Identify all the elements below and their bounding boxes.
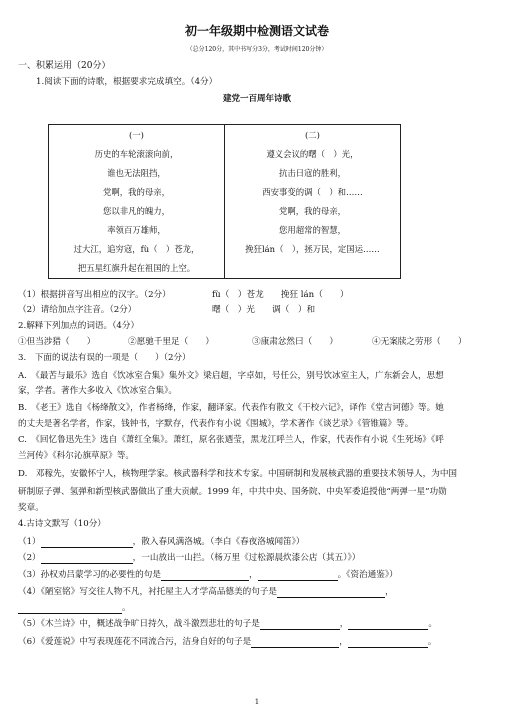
- answer-blank[interactable]: [41, 553, 133, 564]
- poem-left-cell: [49, 125, 225, 279]
- page-number: 1: [254, 698, 260, 706]
- recite-4: [18, 586, 394, 598]
- recite-4-cont: [18, 602, 131, 614]
- poem-line: 党啊，我的母亲，: [103, 187, 170, 197]
- answer-blank[interactable]: [348, 619, 428, 630]
- period: 。: [428, 619, 438, 629]
- poem-line: 西安事变的调（ ）和……: [262, 187, 363, 197]
- period: 。: [427, 637, 437, 647]
- recite-5-text: （5）《木兰诗》中，概述战争旷日持久，战斗激烈悲壮的句子是: [18, 619, 260, 629]
- recite-2-number: （2）: [18, 553, 41, 563]
- answer-blank[interactable]: [258, 570, 338, 581]
- option-d-line: 研制原子弹、氢弹和新型核武器做出了重大贡献。1999 年，中共中央、国务院、中央军委追授他“两弹一星”功勋: [18, 487, 447, 497]
- poem-line: 谁也无法阻挡，: [107, 168, 166, 178]
- recite-1: [18, 536, 305, 548]
- comma: ，: [339, 619, 349, 629]
- question-2-item: ④无案牍之劳形（ ）: [372, 337, 467, 347]
- answer-blank[interactable]: [251, 637, 339, 648]
- answer-blank[interactable]: [18, 603, 122, 614]
- question-4: 4.古诗文默写（10分）: [18, 519, 106, 529]
- poem-table: [48, 124, 401, 279]
- poem-title: 建党一百周年诗歌: [222, 94, 291, 104]
- option-b-line: 的丈夫是著名学者，作家，钱钟书，字默存，代表作有小说《围城》，学术著作《谈艺录》《管锥篇》等。: [18, 419, 414, 429]
- comma: ，: [384, 587, 394, 597]
- exam-title: 初一年级期中检测语文试卷: [184, 24, 329, 38]
- recite-2: [18, 552, 360, 564]
- poem-line: 您以非凡的魄力，: [103, 206, 170, 216]
- question-1-1-items: fù（ ）苍龙 挽狂 lán（ ）: [212, 290, 349, 300]
- poem-right-cell: [225, 125, 401, 279]
- answer-blank[interactable]: [260, 619, 340, 630]
- option-c-line: 兰河传》《科尔沁旗草原》等。: [18, 451, 135, 461]
- poem-line: 挽狂lán（ ），拯万民，定国运……: [245, 244, 380, 254]
- answer-blank[interactable]: [277, 587, 385, 598]
- poem-left-heading: (一): [129, 130, 144, 140]
- option-a-line: A. 《最苦与最乐》选自《饮冰室合集》集外文》梁启超，字卓如，号任公，别号饮冰室主人，广东新会人，思想: [18, 371, 444, 381]
- question-1-2-items: 曙（ ）光 调（ ）和: [212, 305, 316, 315]
- comma: ，: [339, 637, 348, 647]
- question-3: 3. 下面的说法有误的一项是（ ）（2分）: [18, 353, 191, 363]
- poem-line: 遵义会议的曙（ ）光，: [266, 149, 359, 159]
- question-2-item: ③康肃忿然曰（ ）: [252, 337, 338, 347]
- section-heading: 一、积累运用（20分）: [18, 61, 111, 71]
- answer-blank[interactable]: [41, 537, 133, 548]
- poem-line: 您用超常的智慧，: [279, 225, 346, 235]
- option-d-line: D. 邓稼先，安徽怀宁人，核物理学家。核武器科学和技术专家。中国研制和发展核武器的重要技术领导人，为中国: [18, 469, 458, 479]
- question-1-1: （1）根据拼音写出相应的汉字。（2分）: [18, 290, 171, 300]
- recite-2-text: ，一山放出一山拦。（杨万里《过松源晨炊漆公店（其五）》）: [132, 553, 361, 563]
- poem-line: 率领百万雄师，: [107, 225, 166, 235]
- poem-line: 过大江，追穷寇，fù（ ）苍龙，: [73, 244, 200, 254]
- question-2-item: ②愿驰千里足（ ）: [128, 337, 214, 347]
- recite-1-text: ，散入春风满洛城。（李白《春夜洛城闻笛》）: [132, 537, 305, 547]
- comma: ，: [248, 570, 258, 580]
- recite-6-text: （6）《爱莲说》中写表现莲花不同流合污，洁身自好的句子是: [18, 637, 252, 647]
- option-d-line: 奖章。: [18, 503, 44, 513]
- option-c-line: C. 《回忆鲁迅先生》选自《萧红全集》。萧红，原名张迺莹，黑龙江呼兰人，作家，代表作有小说《生死场》《呼: [18, 435, 444, 445]
- question-2: 2.解释下列加点的词语。（4分）: [18, 321, 140, 331]
- answer-blank[interactable]: [161, 570, 249, 581]
- option-b-line: B. 《老王》选自《杨绛散文》，作者杨绛，作家，翻译家。代表作有散文《干校六记》，译作《堂吉诃德》等。她: [18, 403, 444, 413]
- period: 。: [122, 603, 131, 613]
- recite-6: [18, 636, 436, 648]
- recite-5: [18, 618, 437, 630]
- poem-line: 历史的车轮滚滚向前，: [94, 149, 179, 159]
- recite-3-source: 。《资治通鉴》）: [337, 570, 398, 580]
- question-1-prompt: 1.阅读下面的诗歌，根据要求完成填空。（4分）: [36, 77, 218, 87]
- poem-line: 党啊，我的母亲，: [279, 206, 346, 216]
- poem-right-heading: (二): [305, 130, 320, 140]
- poem-line: 抗击日寇的胜利，: [279, 168, 346, 178]
- poem-line: 把五星红旗升起在祖国的上空。: [77, 263, 196, 273]
- answer-blank[interactable]: [348, 637, 428, 648]
- exam-subtitle: （总分120分，其中书写分3分，考试时间120分钟）: [186, 46, 328, 53]
- option-a-line: 家，学者。著作大多收入《饮冰室合集》。: [18, 386, 177, 396]
- question-2-item: ①但当涉猎（ ）: [18, 337, 96, 347]
- recite-1-number: （1）: [18, 537, 41, 547]
- recite-4-text: （4）《陋室铭》写交往人物不凡，衬托屋主人才学高品德美的句子是: [18, 587, 277, 597]
- recite-3-text: （3）孙权劝吕蒙学习的必要性的句是: [18, 570, 161, 580]
- recite-3: [18, 569, 398, 581]
- question-1-2: （2）请给加点字注音。（2分）: [18, 305, 137, 315]
